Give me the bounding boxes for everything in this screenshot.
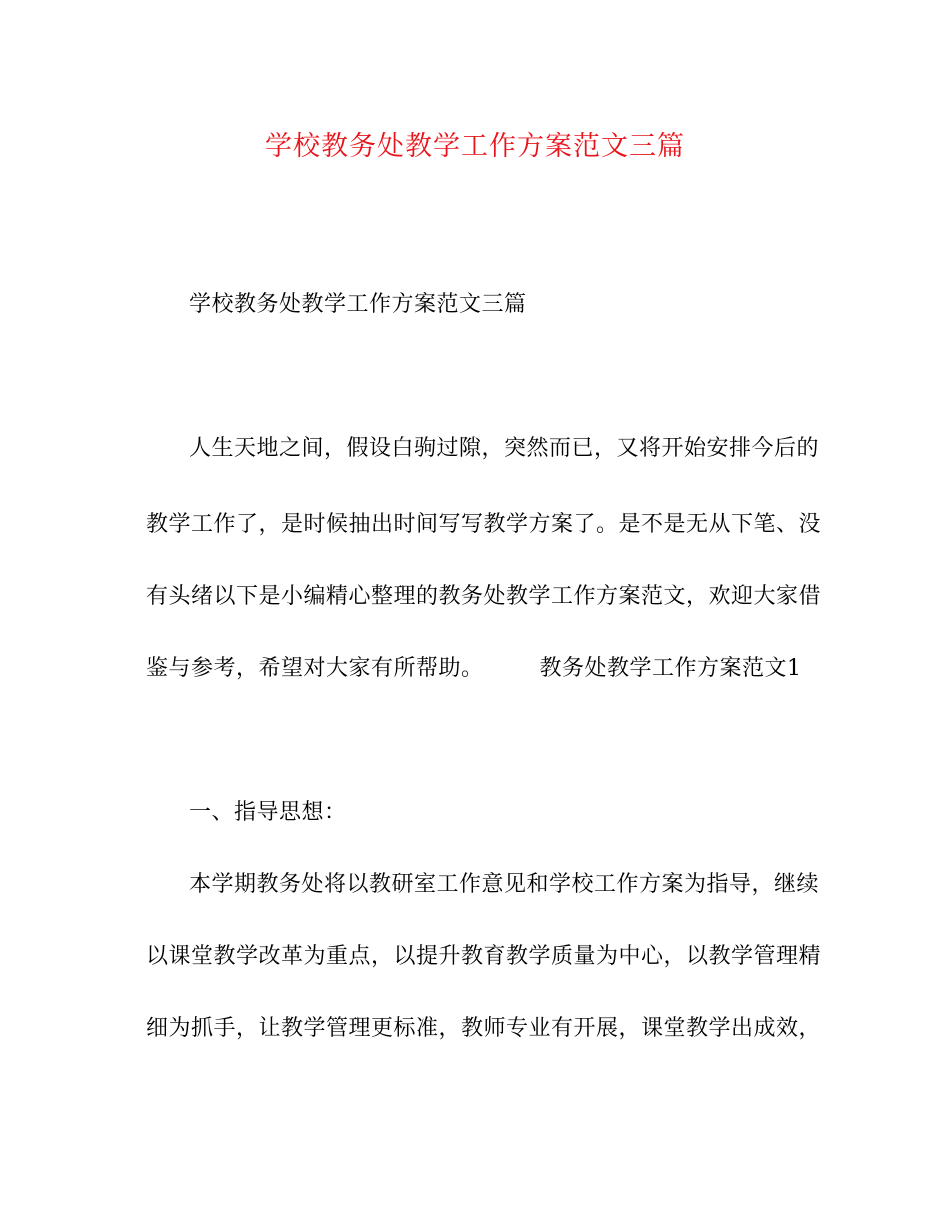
intro-line-3: 有头绪以下是小编精心整理的教务处教学工作方案范文，欢迎大家借 <box>146 584 822 609</box>
section-title: 教务处教学工作方案范文1 <box>539 656 802 681</box>
body-line-2: 以课堂教学改革为重点，以提升教育教学质量为中心，以教学管理精 <box>146 944 822 969</box>
heading-guiding-ideology: 一、指导思想： <box>189 800 347 825</box>
intro-line-4 <box>146 653 802 685</box>
intro-line-2: 教学工作了，是时候抽出时间写写教学方案了。是不是无从下笔、没 <box>146 512 822 537</box>
document-title: 学校教务处教学工作方案范文三篇 <box>265 131 685 162</box>
document-subtitle: 学校教务处教学工作方案范文三篇 <box>189 292 527 317</box>
body-line-3: 细为抓手，让教学管理更标准，教师专业有开展，课堂教学出成效， <box>146 1016 822 1041</box>
body-line-1: 本学期教务处将以教研室工作意见和学校工作方案为指导，继续 <box>189 872 820 897</box>
intro-line-4-text: 鉴与参考，希望对大家有所帮助。 <box>146 656 484 681</box>
intro-line-1: 人生天地之间，假设白驹过隙，突然而已，又将开始安排今后的 <box>189 436 820 461</box>
